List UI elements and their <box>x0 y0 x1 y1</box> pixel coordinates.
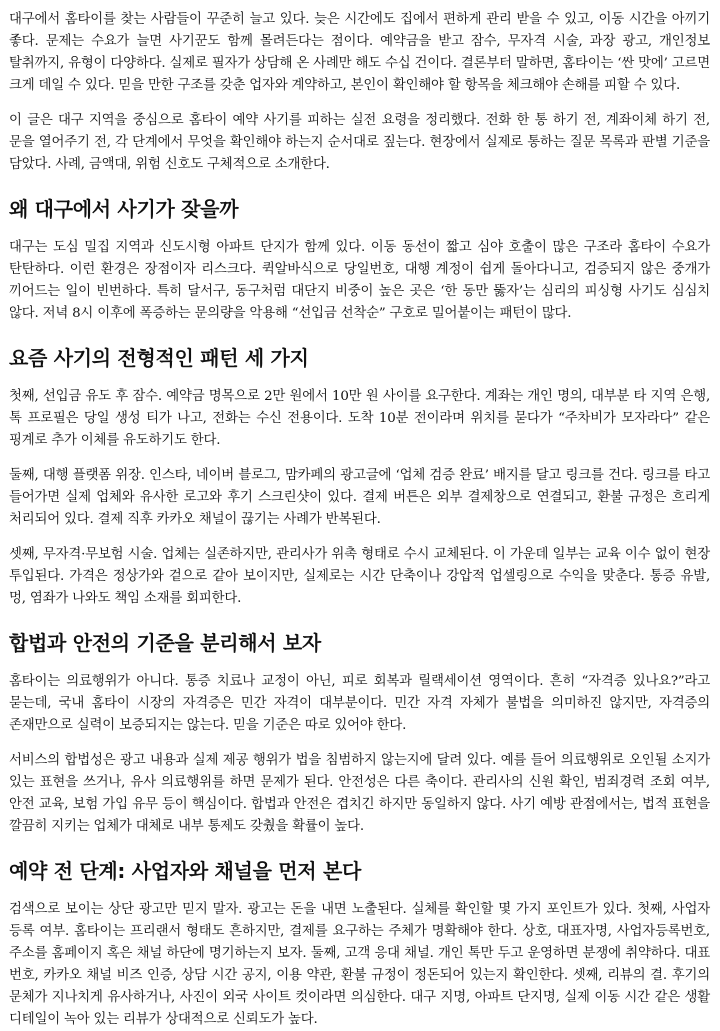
pre-booking-paragraph-1: 검색으로 보이는 상단 광고만 믿지 말자. 광고는 돈을 내면 노출된다. 실체를 확인할 몇 가지 포인트가 있다. 첫째, 사업자 등록 여부. 홈타이는 프리랜서 형태도 흔하지만, 결제를 요구하는 주체가 명확해야 한다. 상호, 대표자명, 사업자등록번호, 주소를 홈페이지 혹은 채널 하단에 명기하는지 보자. 둘째, 고객 응대 채널. 개인 톡만 두고 운영하면 분쟁에 취약하다. 대표 번호, 카카오 채널 비즈 인증, 상담 시간 공지, 이용 약관, 환불 규정이 정돈되어 있는지 확인한다. 셋째, 리뷰의 결. 후기의 문체가 지나치게 유사하거나, 사진이 외국 사이트 컷이라면 의심한다. 대구 지명, 아파트 단지명, 실제 이동 시간 같은 생활 디테일이 녹아 있는 리뷰가 상대적으로 신뢰도가 높다. <box>9 902 710 1027</box>
intro-paragraph-2: 이 글은 대구 지역을 중심으로 홈타이 예약 사기를 피하는 실전 요령을 정리했다. 전화 한 통 하기 전, 계좌이체 하기 전, 문을 열어주기 전, 각 단계에서 무엇을 확인해야 하는지 순서대로 짚는다. 현장에서 실제로 통하는 질문 목록과 판별 기준을 담았다. 사례, 금액대, 위험 신호도 구체적으로 소개한다. <box>9 113 710 172</box>
fraud-pattern-paragraph-2: 둘째, 대행 플랫폼 위장. 인스타, 네이버 블로그, 맘카페의 광고글에 ‘업체 검증 완료’ 배지를 달고 링크를 건다. 링크를 타고 들어가면 실제 업체와 유사한 로고와 후기 스크린샷이 있다. 결제 버튼은 외부 결제창으로 연결되고, 환불 규정은 흐리게 처리되어 있다. 결제 직후 카카오 채널이 끊기는 사례가 반복된다. <box>9 468 710 527</box>
legality-safety-paragraph-2: 서비스의 합법성은 광고 내용과 실제 제공 행위가 법을 침범하지 않는지에 달려 있다. 예를 들어 의료행위로 오인될 소지가 있는 표현을 쓰거나, 유사 의료행위를 하면 문제가 된다. 안전성은 다른 축이다. 관리사의 신원 확인, 범죄경력 조회 여부, 안전 교육, 보험 가입 유무 등이 핵심이다. 합법과 안전은 겹치긴 하지만 동일하지 않다. 사기 예방 관점에서는, 법적 표현을 깔끔히 지키는 업체가 대체로 내부 통제도 갖췄을 확률이 높다. <box>9 753 710 834</box>
section-heading-legality-safety: 합법과 안전의 기준을 분리해서 보자 <box>9 631 321 655</box>
section-heading-why-daegu: 왜 대구에서 사기가 잦을까 <box>9 197 239 221</box>
legality-safety-paragraph-1: 홈타이는 의료행위가 아니다. 통증 치료나 교정이 아닌, 피로 회복과 릴랙세이션 영역이다. 흔히 “자격증 있나요?”라고 묻는데, 국내 홈타이 시장의 자격증은 민간 자격이 대부분이다. 민간 자격 자체가 불법을 의미하진 않지만, 자격증의 존재만으로 실력이 보증되지는 않는다. 믿을 기준은 따로 있어야 한다. <box>9 674 710 733</box>
fraud-pattern-paragraph-3: 셋째, 무자격·무보험 시술. 업체는 실존하지만, 관리사가 위촉 형태로 수시 교체된다. 이 가운데 일부는 교육 이수 없이 현장 투입된다. 가격은 정상가와 겉으로 같아 보이지만, 실제로는 시간 단축이나 강압적 업셀링으로 수익을 맞춘다. 통증 유발, 멍, 염좌가 나와도 책임 소재를 회피한다. <box>9 547 710 606</box>
section-heading-pre-booking: 예약 전 단계: 사업자와 채널을 먼저 본다 <box>9 859 361 883</box>
section-heading-fraud-patterns: 요즘 사기의 전형적인 패턴 세 가지 <box>9 346 309 370</box>
fraud-pattern-paragraph-1: 첫째, 선입금 유도 후 잠수. 예약금 명목으로 2만 원에서 10만 원 사이를 요구한다. 계좌는 개인 명의, 대부분 타 지역 은행, 톡 프로필은 당일 생성 티가 나고, 전화는 수신 전용이다. 도착 10분 전이라며 위치를 묻다가 “주차비가 모자라다” 같은 핑계로 추가 이체를 유도하기도 한다. <box>9 389 710 448</box>
intro-paragraph-1: 대구에서 홈타이를 찾는 사람들이 꾸준히 늘고 있다. 늦은 시간에도 집에서 편하게 관리 받을 수 있고, 이동 시간을 아끼기 좋다. 문제는 수요가 늘면 사기꾼도 함께 몰려든다는 점이다. 예약금을 받고 잠수, 무자격 시술, 과장 광고, 개인정보 탈취까지, 유형이 다양하다. 실제로 필자가 상담해 온 사례만 해도 수십 건이다. 결론부터 말하면, 홈타이는 ‘싼 맛에’ 고르면 크게 데일 수 있다. 믿을 만한 구조를 갖춘 업자와 계약하고, 본인이 확인해야 할 항목을 체크해야 손해를 피할 수 있다. <box>9 12 710 93</box>
section-why-daegu-paragraph-1: 대구는 도심 밀집 지역과 신도시형 아파트 단지가 함께 있다. 이동 동선이 짧고 심야 호출이 많은 구조라 홈타이 수요가 탄탄하다. 이런 환경은 장점이자 리스크다. 퀵알바식으로 당일번호, 대행 계정이 쉽게 돌아다니고, 검증되지 않은 중개가 끼어드는 일이 빈번하다. 특히 달서구, 동구처럼 대단지 비중이 높은 곳은 ‘한 동만 뚫자’는 심리의 피싱형 사기도 심심치 않다. 저녁 8시 이후에 폭증하는 문의량을 악용해 “선입금 선착순” 구호로 밀어붙이는 패턴이 많다. <box>9 240 710 321</box>
